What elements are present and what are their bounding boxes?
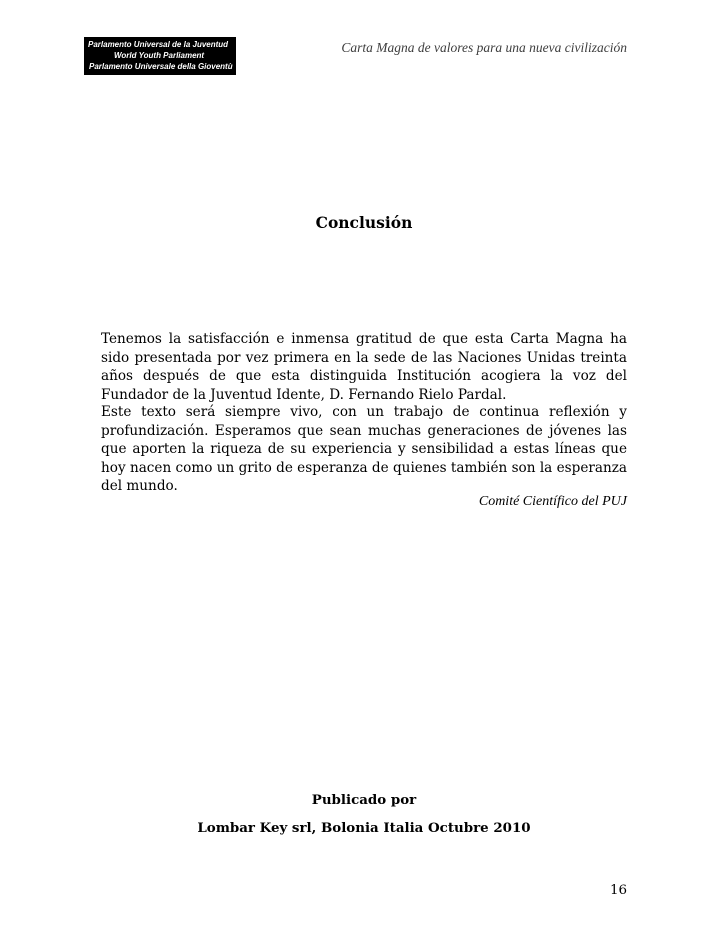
publisher-details: Lombar Key srl, Bolonia Italia Octubre 2010 xyxy=(197,820,531,836)
body-paragraph-1: Tenemos la satisfacción e inmensa gratitud de que esta Carta Magna ha sido presentada por vez primera en la sede de las Naciones Unidas treinta años después de que esta distinguida Institución acogiera la voz del Fundador de la Juventud Idente, D. Fernando Rielo Pardal. xyxy=(101,331,627,403)
logo-line-it: Parlamento Universale della Gioventù xyxy=(89,62,233,71)
section-title: Conclusión xyxy=(315,213,413,232)
logo-line-es: Parlamento Universal de la Juventud xyxy=(88,40,229,49)
body-paragraph-2: Este texto será siempre vivo, con un trabajo de continua reflexión y profundización. Esperamos que sean muchas generaciones de jóvenes las que aporten la riqueza de su experiencia y sensibilidad a estas líneas que hoy nacen como un grito de esperanza de quienes también son la esperanza del mundo. xyxy=(101,404,627,495)
signature: Comité Científico del PUJ xyxy=(478,494,627,509)
page-number: 16 xyxy=(609,883,627,898)
running-header-title: Carta Magna de valores para una nueva civilización xyxy=(341,40,627,55)
published-by-label: Publicado por xyxy=(311,792,417,808)
parliament-logo xyxy=(84,37,236,75)
logo-line-en: World Youth Parliament xyxy=(114,51,205,60)
